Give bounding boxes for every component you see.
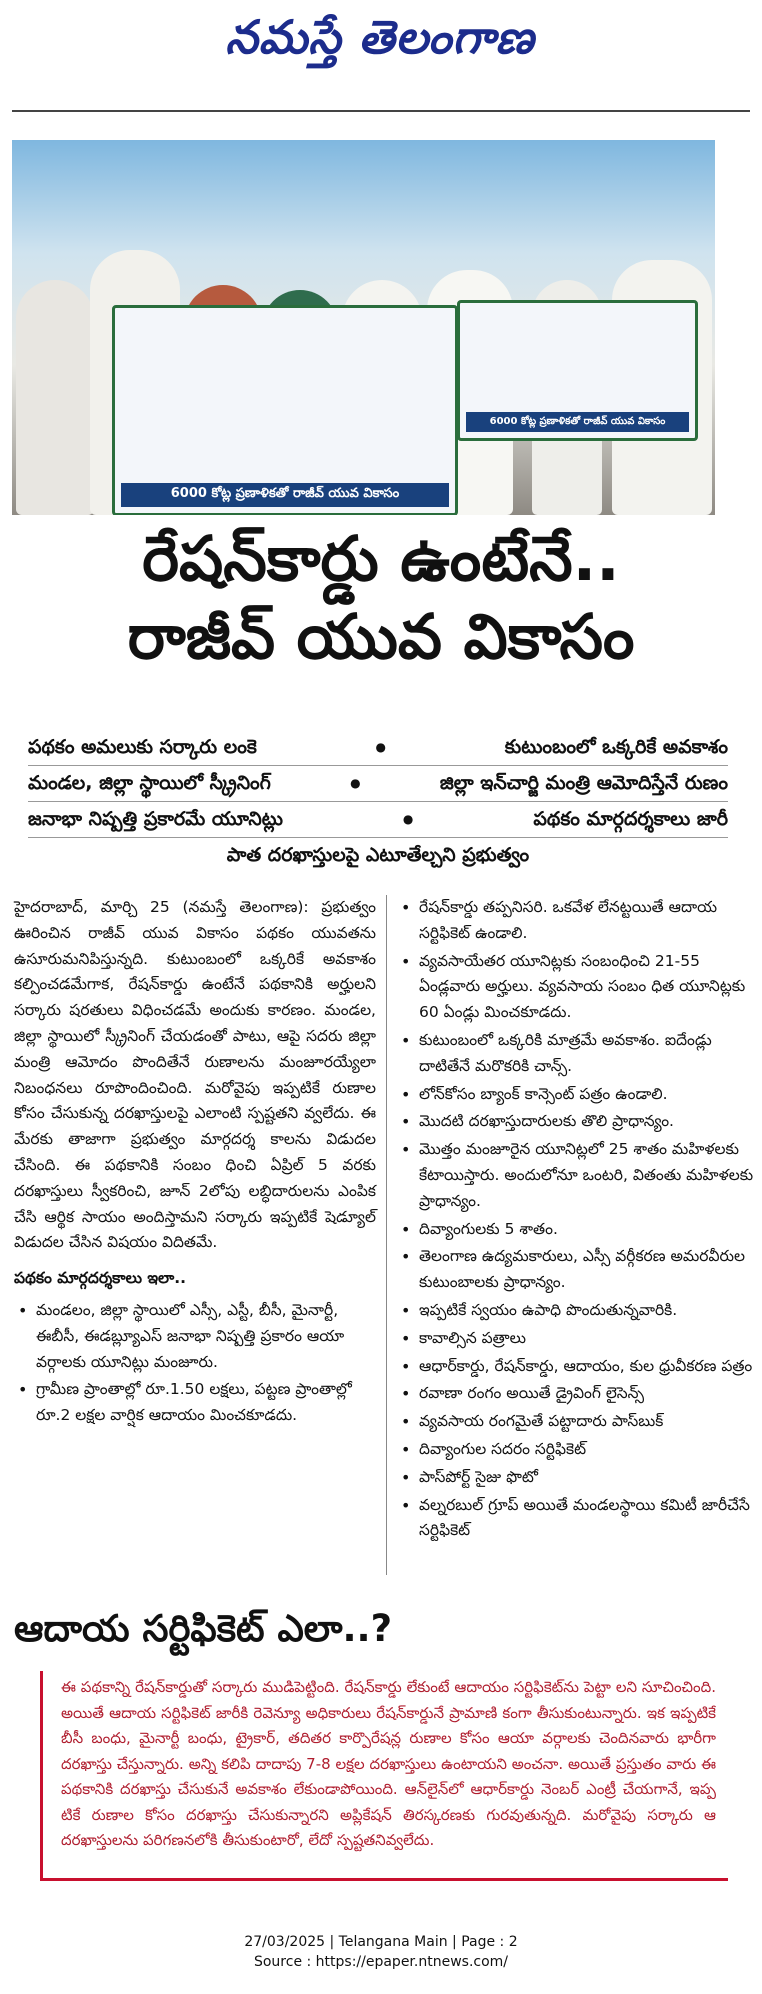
banner-caption: 6000 కోట్ల ప్రణాళికతో రాజీవ్ యువ వికాసం [466,412,689,432]
news-photo [12,140,715,515]
list-item: • దివ్యాంగులకు 5 శాతం. [419,1217,754,1243]
column-divider [386,895,387,1575]
key-point: జనాభా నిష్పత్తి ప్రకారమే యూనిట్లు [28,808,283,830]
key-point: పథకం మార్గదర్శకాలు జారీ [533,808,728,830]
footer-date-line: 27/03/2025 | Telangana Main | Page : 2 [244,1934,518,1950]
key-points-row [28,838,728,873]
bullet-separator: ● [402,812,414,826]
key-point: జిల్లా ఇన్‌చార్జి మంత్రి ఆమోదిస్తేనే రుణం [439,772,728,794]
guidelines-heading: పథకం మార్గదర్శకాలు ఇలా.. [14,1269,187,1288]
key-points [28,730,728,873]
bullet-separator: ● [350,776,361,790]
key-point: పాత దరఖాస్తులపై ఎటూతేల్చని ప్రభుత్వం [226,844,530,866]
article-intro: హైదరాబాద్, మార్చి 25 (నమస్తే తెలంగాణ): ప్రభుత్వం ఊరించిన రాజీవ్ యువ వికాసం పథకం యువతను ఉసూరుమనిపిస్తున్నది. కుటుంబంలో ఒక్కరికే అవకాశం కల్పించడమేగాక, రేషన్‌కార్డు ఉంటేనే పథకానికి అర్హులని సర్కారు షరతులు విధించడమే అందుకు కారణం. మండల, జిల్లా స్థాయిలో స్క్రీనింగ్ చేయడంతో పాటు, ఆపై సదరు జిల్లా మంత్రి ఆమోదం పొందితేనే రుణాలను మంజూరయ్యేలా నిబంధనలు రూపొందించింది. మరోవైపు ఇప్పటికే రుణాల కోసం చేసుకున్న దరఖాస్తులపై ఎలాంటి స్పష్టతని వ్వలేదు. ఈ మేరకు తాజాగా ప్రభుత్వం మార్గదర్శ కాలను విడుదల చేసింది. ఈ పథకానికి సంబం ధించి ఏప్రిల్ 5 వరకు దరఖాస్తులు స్వీకరించి, జూన్ 2లోపు లబ్ధిదారులను ఎంపిక చేసి ఆర్థిక సాయం అందిస్తామని సర్కారు ఇప్పటికే షెడ్యూల్ విడుదల చేసిన విషయం విదితమే. [14,898,376,1252]
list-item: • ఇప్పటికే స్వయం ఉపాధి పొందుతున్నవారికి. [419,1298,754,1324]
guidelines-list [397,895,754,1544]
banner-caption: 6000 కోట్ల ప్రణాళికతో రాజీవ్ యువ వికాసం [121,483,449,507]
list-item: • లోన్‌కోసం బ్యాంక్ కాన్సెంట్ పత్రం ఉండాలి. [419,1082,754,1108]
photo-person [16,280,94,515]
key-point: కుటుంబంలో ఒక్కరికే అవకాశం [504,736,728,758]
key-point: పథకం అమలుకు సర్కారు లంకె [28,736,257,758]
scheme-banner-left [112,305,458,515]
scheme-banner-right [457,300,698,441]
list-item: • మొదటి దరఖాస్తుదారులకు తొలి ప్రాధాన్యం. [419,1109,754,1135]
list-item: • రవాణా రంగం అయితే డ్రైవింగ్ లైసెన్స్ [419,1381,754,1407]
newspaper-logo: నమస్తే తెలంగాణ [225,10,535,64]
list-item: • పాస్‌పోర్ట్ సైజు ఫొటో [419,1465,754,1491]
masthead [0,0,762,110]
subheading: ఆదాయ సర్టిఫికెట్ ఎలా..? [14,1607,393,1650]
article-column-left [14,895,376,1431]
list-item: • వ్యవసాయ రంగమైతే పట్టాదారు పాస్‌బుక్ [419,1409,754,1435]
article-body [14,895,754,1595]
page-footer [0,1932,762,1972]
headline-line-2: రాజీవ్ యువ వికాసం [127,600,635,673]
list-item: • మొత్తం మంజూరైన యూనిట్లలో 25 శాతం మహిళలకు కేటాయిస్తారు. అందులోనూ ఒంటరి, వితంతు మహిళలకు ప్రాధాన్యం. [419,1137,754,1214]
key-points-row [28,730,728,766]
guidelines-list [14,1298,376,1429]
list-item: • దివ్యాంగుల సదరం సర్టిఫికెట్ [419,1437,754,1463]
list-item: • తెలంగాణ ఉద్యమకారులు, ఎస్సీ వర్గీకరణ అమరవీరుల కుటుంబాలకు ప్రాధాన్యం. [419,1244,754,1296]
article-column-right [397,895,754,1546]
documents-heading: • కావాల్సిన పత్రాలు [419,1326,754,1352]
headline [12,520,750,676]
key-points-row [28,802,728,838]
list-item: • రేషన్‌కార్డు తప్పనిసరి. ఒకవేళ లేనట్టయితే ఆదాయ సర్టిఫికెట్ ఉండాలి. [419,895,754,947]
list-item: • గ్రామీణ ప్రాంతాల్లో రూ.1.50 లక్షలు, పట్టణ ప్రాంతాల్లో రూ.2 లక్షల వార్షిక ఆదాయం మించకూడదు. [36,1377,376,1429]
footer-source-line: Source : https://epaper.ntnews.com/ [253,1954,509,1970]
masthead-divider [12,110,750,112]
list-item: • వ్యవసాయేతర యూనిట్లకు సంబంధించి 21-55 ఏండ్లవారు అర్హులు. వ్యవసాయ సంబం ధిత యూనిట్లకు 60 ఏండ్లు మించకూడదు. [419,949,754,1026]
list-item: • ఆధార్‌కార్డు, రేషన్‌కార్డు, ఆదాయం, కుల ధ్రువీకరణ పత్రం [419,1354,754,1380]
list-item: • మండలం, జిల్లా స్థాయిలో ఎస్సీ, ఎస్టీ, బీసీ, మైనార్టీ, ఈబీసీ, ఈడబ్ల్యూఎస్ జనాభా నిష్పత్తి ప్రకారం ఆయా వర్గాలకు యూనిట్లు మంజూరు. [36,1298,376,1375]
list-item: • వల్నరబుల్ గ్రూప్ అయితే మండలస్థాయి కమిటీ జారీచేసే సర్టిఫికెట్ [419,1493,754,1545]
list-item: • కుటుంబంలో ఒక్కరికి మాత్రమే అవకాశం. ఐదేండ్లు దాటితేనే మరొకరికి చాన్స్. [419,1028,754,1080]
key-points-row [28,766,728,802]
sidebar-box: ఈ పథకాన్ని రేషన్‌కార్డుతో సర్కారు ముడిపెట్టింది. రేషన్‌కార్డు లేకుంటే ఆదాయం సర్టిఫికెట్‌ను పెట్టా లని సూచించింది. అయితే ఆదాయ సర్టిఫికెట్ జారీకి రెవెన్యూ అధికారులు రేషన్‌కార్డునే ప్రామాణి కంగా తీసుకుంటున్నారు. ఇక ఇప్పటికే బీసీ బంధు, మైనార్టీ బంధు, ట్రైకార్, తదితర కార్పొరేషన్ల రుణాల కోసం ఆయా వర్గాలకు చెందినవారు భారీగా దరఖాస్తు చేస్తున్నారు. అన్ని కలిపి దాదాపు 7-8 లక్షల దరఖాస్తులు ఉంటాయని అంచనా. అయితే ప్రస్తుతం వారు ఈ పథకానికి దరఖాస్తు చేసుకునే అవకాశం లేకుండాపోయింది. ఆన్‌లైన్‌లో ఆధార్‌కార్డు నెంబర్ ఎంట్రీ చేయగానే, ఇప్ప టికే రుణాల కోసం దరఖాస్తు చేసుకున్నారని అప్లికేషన్ తిరస్కరణకు గురవుతున్నది. మరోవైపు సర్కారు ఆ దరఖాస్తులను పరిగణనలోకి తీసుకుంటారో, లేదో స్పష్టతనివ్వలేదు. [40,1671,728,1881]
key-point: మండల, జిల్లా స్థాయిలో స్క్రీనింగ్ [28,772,271,794]
headline-line-1: రేషన్‌కార్డు ఉంటేనే.. [142,522,620,595]
bullet-separator: ● [375,740,386,754]
